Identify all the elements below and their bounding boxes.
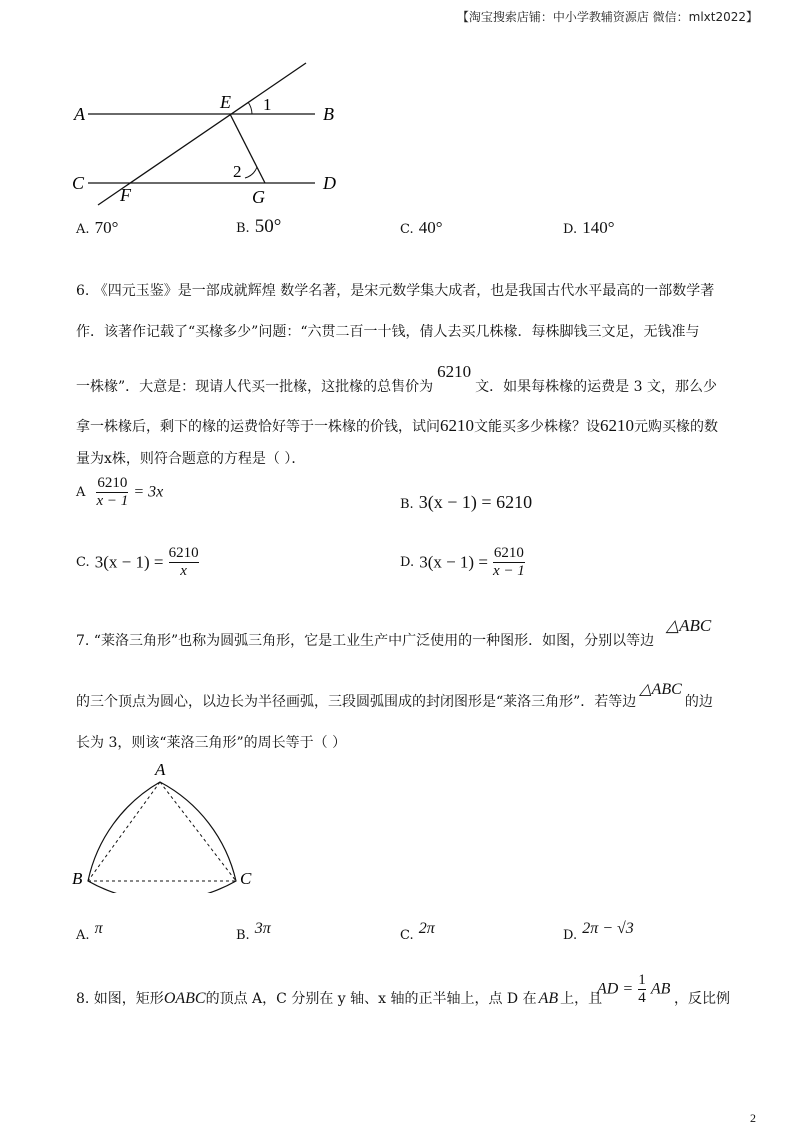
q5-option-a[interactable]: A. 70° bbox=[76, 218, 119, 237]
page-header: 【淘宝搜索店铺：中小学教辅资源店 微信：mlxt2022】 bbox=[456, 10, 758, 24]
point-F-label: F bbox=[120, 185, 131, 205]
q6-line-5: 量为x株，则符合题意的方程是（ ）． bbox=[76, 451, 306, 467]
q8-line-1: 8. 如图，矩形OABC的顶点 A，C 分别在 y 轴、x 轴的正半轴上，点 D 在 AB 上，且 bbox=[76, 990, 603, 1007]
q8-line-1-end: ，反比例 bbox=[674, 991, 730, 1007]
q7-option-b[interactable]: B. 3π bbox=[236, 920, 271, 943]
q5-option-d[interactable]: D. 140° bbox=[563, 218, 615, 237]
q7-line-3: 长为 3，则该“莱洛三角形”的周长等于（ ） bbox=[76, 735, 347, 751]
point-B-label: B bbox=[323, 104, 334, 124]
angle-2-label: 2 bbox=[233, 162, 242, 181]
q7-option-d[interactable]: D. 2π − √3 bbox=[563, 920, 634, 943]
q6-line-3: 一株椽”．大意是：现请人代买一批椽，这批椽的总售价为6210文．如果每株椽的运费是 3 文，那么少 bbox=[76, 362, 717, 395]
q7-option-c[interactable]: C. 2π bbox=[400, 920, 435, 943]
price-value: 6210 bbox=[437, 362, 472, 381]
q7-options bbox=[76, 920, 736, 950]
vertex-B-label: B bbox=[72, 869, 83, 888]
point-E-label: E bbox=[220, 92, 231, 112]
point-A-label: A bbox=[74, 104, 85, 124]
q6-option-d[interactable]: D. 3(x − 1) = $\frac{6210}{x - 1}$ bbox=[400, 545, 525, 579]
parallel-lines-figure bbox=[60, 55, 360, 210]
q6-line-1: 6. 《四元玉鉴》是一部成就辉煌 数学名著，是宋元数学集大成者，也是我国古代水平最高的一部数学著 bbox=[76, 283, 715, 299]
triangle-abc-symbol: △ABC bbox=[666, 616, 712, 635]
vertex-C-label: C bbox=[240, 869, 252, 888]
q8-equation: AD = $\frac{1}{4}$ AB bbox=[597, 972, 671, 1006]
point-G-label: G bbox=[252, 187, 265, 207]
point-D-label: D bbox=[323, 173, 336, 193]
q5-option-c[interactable]: C. 40° bbox=[400, 218, 443, 237]
page-number: 2 bbox=[750, 1111, 756, 1125]
q5-option-b[interactable]: B. 50° bbox=[236, 216, 282, 237]
q7-option-a[interactable]: A. π bbox=[76, 920, 103, 943]
angle-1-label: 1 bbox=[263, 95, 272, 114]
q5-options bbox=[76, 218, 736, 244]
q6-line-2: 作．该著作记载了“买椽多少”问题：“六贯二百一十钱，倩人去买几株椽．每株脚钱三文足，无钱准与 bbox=[76, 324, 700, 340]
vertex-A-label: A bbox=[155, 760, 166, 779]
q7-line-1: 7. “莱洛三角形”也称为圆弧三角形，它是工业生产中广泛使用的一种图形．如图，分别以等边 bbox=[76, 633, 655, 649]
q6-line-4: 拿一株椽后，剩下的椽的运费恰好等于一株椽的价钱，试问6210文能买多少株椽？设6210元购买椽的数 bbox=[76, 416, 718, 435]
q6-option-c[interactable]: C. 3(x − 1) = $\frac{6210}{x}$ bbox=[76, 545, 199, 579]
q6-option-b[interactable]: B. 3(x − 1) = 6210 bbox=[400, 492, 533, 512]
point-C-label: C bbox=[72, 173, 85, 193]
q6-option-a[interactable]: A $\frac{6210}{x - 1}$ = 3x bbox=[76, 475, 164, 509]
reuleaux-triangle-figure bbox=[66, 758, 266, 893]
q7-line-2: 的三个顶点为圆心，以边长为半径画弧，三段圆弧围成的封闭图形是“莱洛三角形”．若等边△ABC的边 bbox=[76, 681, 713, 710]
